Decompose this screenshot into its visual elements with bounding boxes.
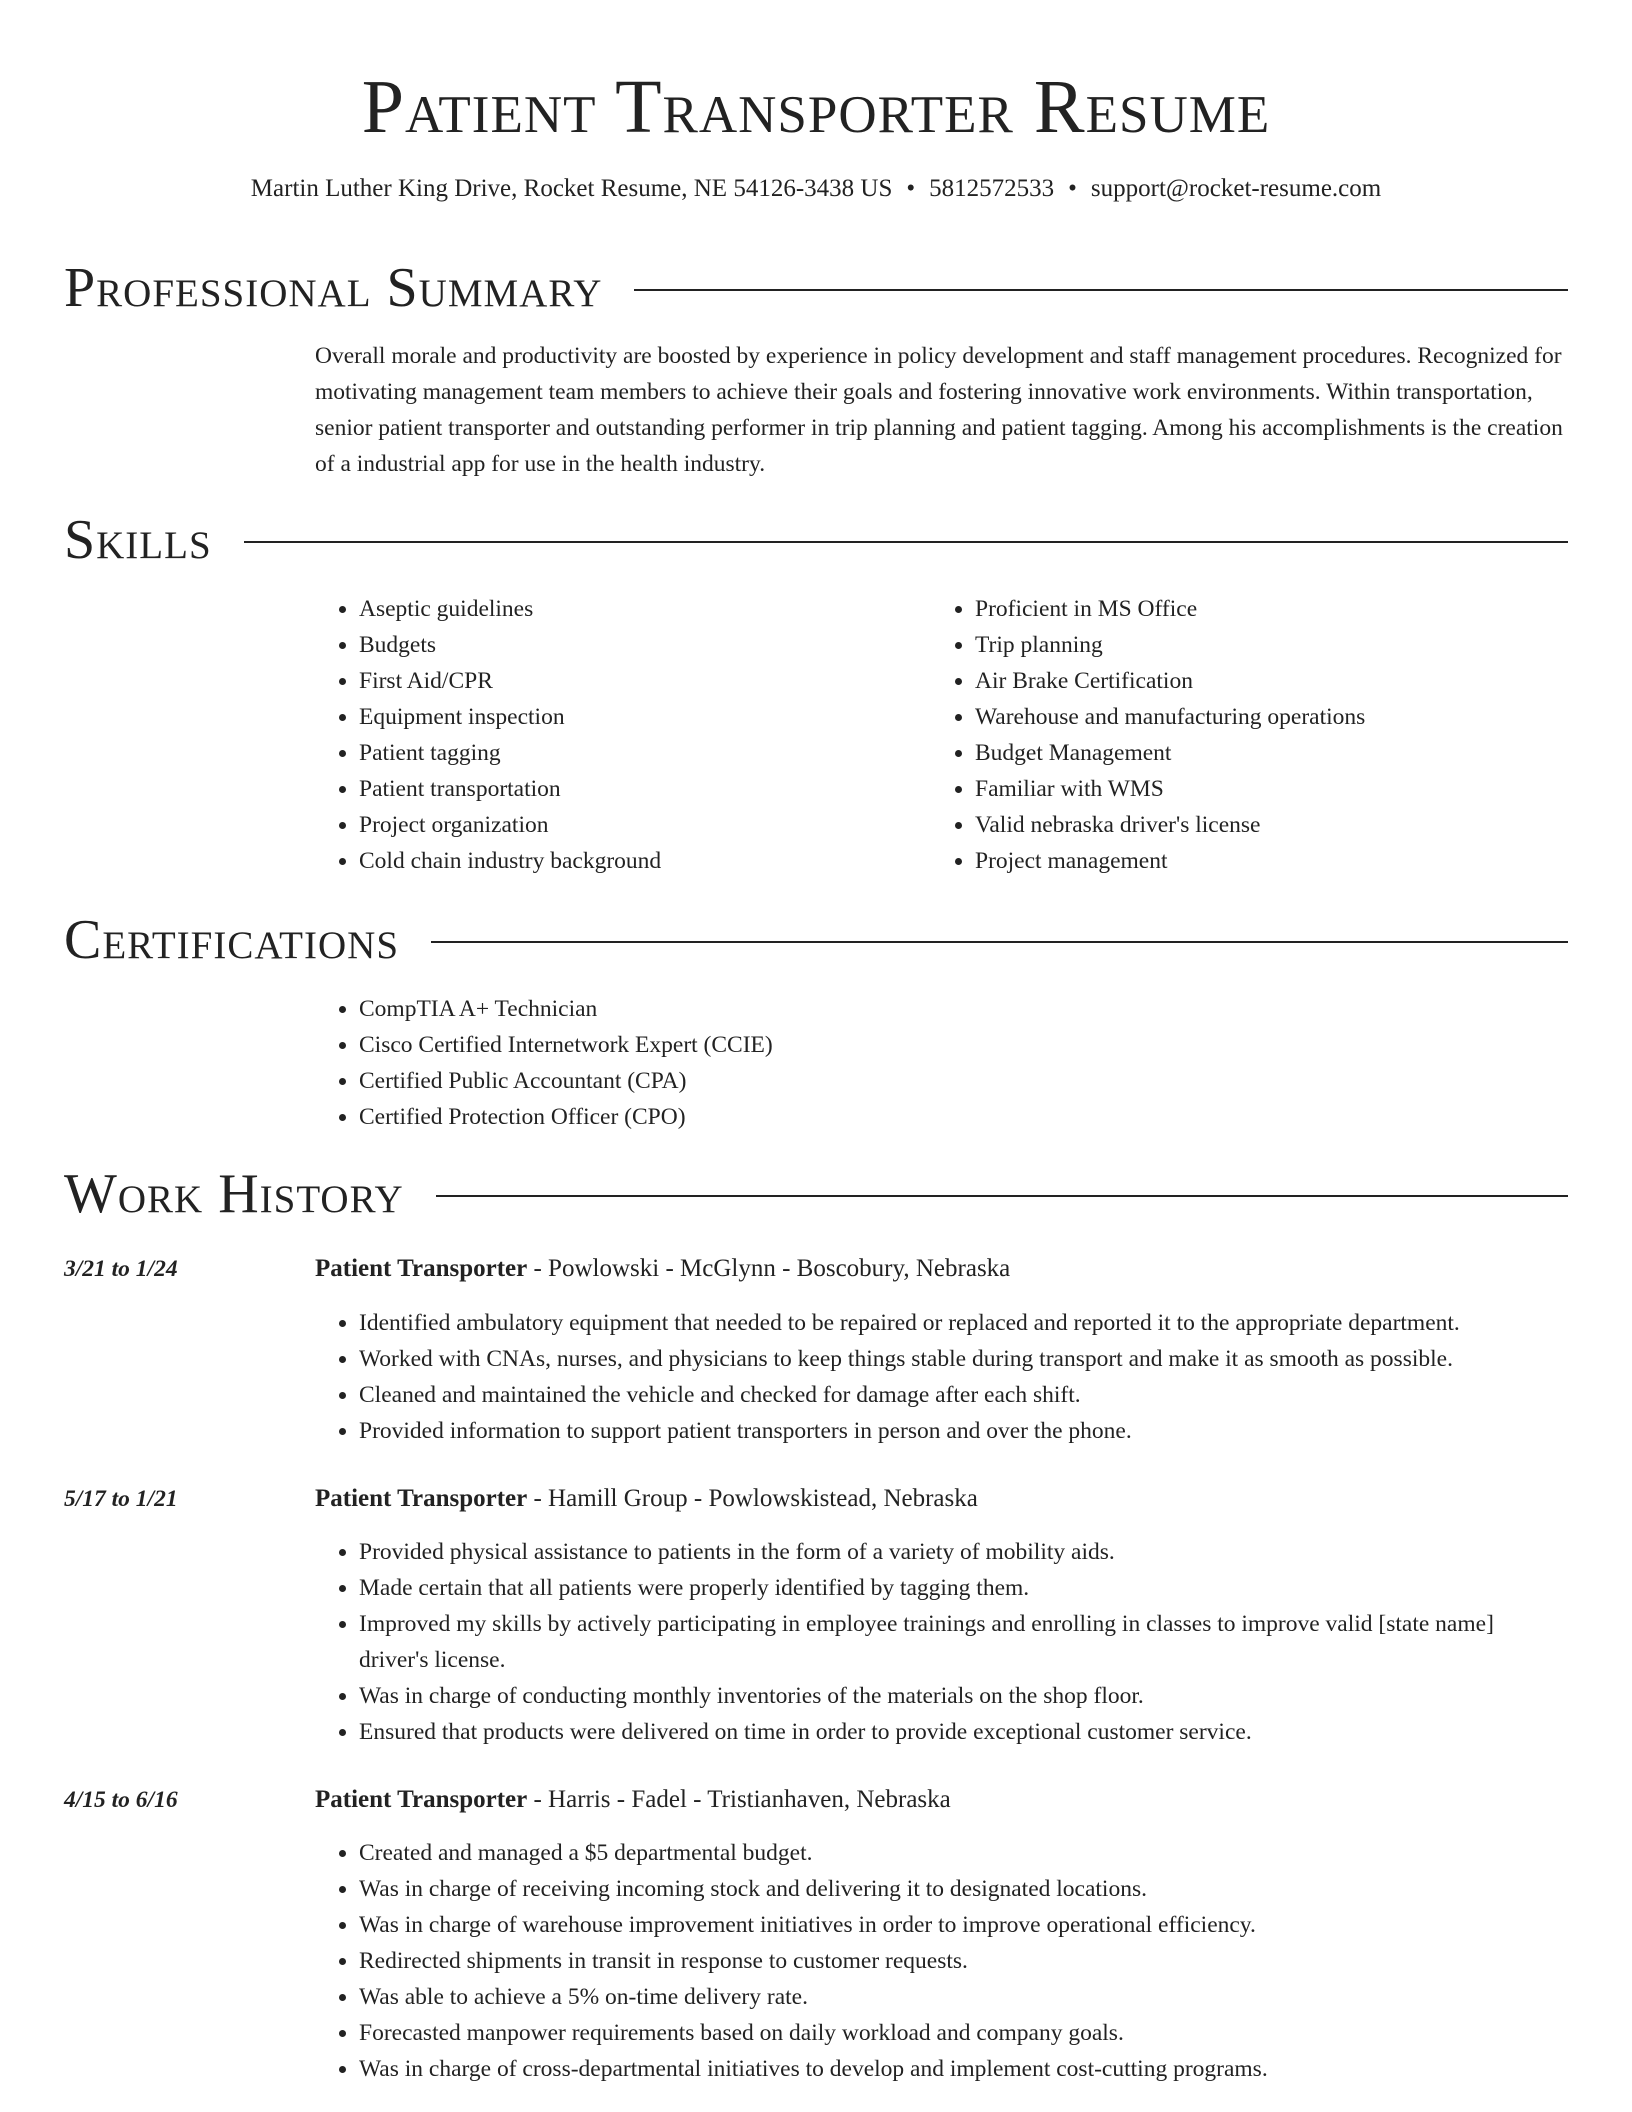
skill-item: • Warehouse and manufacturing operations <box>975 699 1551 735</box>
job-duty-item: • Was in charge of conducting monthly inventories of the materials on the shop floor. <box>359 1678 1567 1714</box>
contact-line <box>0 172 1632 206</box>
certification-item: • Certified Public Accountant (CPA) <box>359 1063 1315 1099</box>
job-duty-item: • Identified ambulatory equipment that needed to be repaired or replaced and reported it to the appropriate department. <box>359 1305 1567 1341</box>
certification-item: • CompTIA A+ Technician <box>359 991 1315 1027</box>
job-duty-item: • Was in charge of receiving incoming stock and delivering it to designated locations. <box>359 1871 1567 1907</box>
section-divider <box>436 1195 1568 1197</box>
job-duties <box>315 1534 1567 1750</box>
skills-heading: Skills <box>64 509 212 571</box>
contact-email: support@rocket-resume.com <box>1090 175 1382 202</box>
section-divider <box>634 289 1568 291</box>
skill-item: • First Aid/CPR <box>359 663 875 699</box>
summary-text: Overall morale and productivity are boosted by experience in policy development and staff management procedures. Recognized for motivating management team members to achieve their goals and fostering innovative work environments. Within transportation, senior patient transporter and outstanding performer in trip planning and patient tagging. Among his accomplishments is the creation of a industrial app for use in the health industry. <box>315 343 1563 477</box>
job-company: - Harris - Fadel - Tristianhaven, Nebraska <box>527 1786 951 1813</box>
skill-item: • Cold chain industry background <box>359 843 875 879</box>
job-duties <box>315 1835 1567 2087</box>
job-duty-item: • Redirected shipments in transit in response to customer requests. <box>359 1943 1567 1979</box>
work-history-section-header <box>64 1159 1568 1229</box>
job-duties <box>315 1305 1567 1449</box>
job-title: Patient Transporter <box>315 1485 528 1512</box>
skills-column-right <box>931 591 1551 879</box>
job-duty-item: • Improved my skills by actively participating in employee trainings and enrolling in classes to improve valid [state name] driver's license. <box>359 1606 1567 1678</box>
job-title: Patient Transporter <box>315 1255 528 1282</box>
section-divider <box>244 541 1568 543</box>
certifications-list <box>315 991 1315 1135</box>
summary-heading: Professional Summary <box>64 257 603 319</box>
certification-item: • Cisco Certified Internetwork Expert (CCIE) <box>359 1027 1315 1063</box>
skills-list-right <box>931 591 1551 879</box>
skill-item: • Project management <box>975 843 1551 879</box>
job-duty-item: • Ensured that products were delivered on time in order to provide exceptional customer service. <box>359 1714 1567 1750</box>
skill-item: • Equipment inspection <box>359 699 875 735</box>
skills-column-left <box>315 591 875 879</box>
certifications-heading: Certifications <box>64 909 400 971</box>
skill-item: • Familiar with WMS <box>975 771 1551 807</box>
job-duty-item: • Created and managed a $5 departmental budget. <box>359 1835 1567 1871</box>
job-duty-item: • Cleaned and maintained the vehicle and checked for damage after each shift. <box>359 1377 1567 1413</box>
job-duty-item: • Was able to achieve a 5% on-time delivery rate. <box>359 1979 1567 2015</box>
job-duty-item: • Provided physical assistance to patients in the form of a variety of mobility aids. <box>359 1534 1567 1570</box>
summary-section-header <box>64 253 1568 323</box>
contact-address: Martin Luther King Drive, Rocket Resume, NE 54126-3438 US <box>250 175 893 202</box>
skills-list-left <box>315 591 875 879</box>
resume-title: Patient Transporter Resume <box>361 65 1271 149</box>
job-dates: 4/15 to 6/16 <box>64 1787 178 1813</box>
job-duty-item: • Worked with CNAs, nurses, and physicians to keep things stable during transport and make it as smooth as possible. <box>359 1341 1567 1377</box>
job-dates: 3/21 to 1/24 <box>64 1256 178 1282</box>
job-duties-list <box>315 1305 1567 1449</box>
work-history-heading: Work History <box>64 1163 404 1225</box>
job-duty-item: • Was in charge of warehouse improvement initiatives in order to improve operational efficiency. <box>359 1907 1567 1943</box>
certifications-block <box>315 991 1315 1135</box>
skill-item: • Valid nebraska driver's license <box>975 807 1551 843</box>
job-duty-item: • Was in charge of cross-departmental initiatives to develop and implement cost-cutting programs. <box>359 2051 1567 2087</box>
certification-item: • Certified Protection Officer (CPO) <box>359 1099 1315 1135</box>
job-heading <box>315 1251 1565 1287</box>
job-duty-item: • Forecasted manpower requirements based on daily workload and company goals. <box>359 2015 1567 2051</box>
skills-section-header <box>64 505 1568 575</box>
skill-item: • Proficient in MS Office <box>975 591 1551 627</box>
job-company: - Powlowski - McGlynn - Boscobury, Nebraska <box>527 1255 1011 1282</box>
job-company: - Hamill Group - Powlowskistead, Nebraska <box>527 1485 978 1512</box>
job-title: Patient Transporter <box>315 1786 528 1813</box>
job-heading <box>315 1481 1565 1517</box>
job-heading <box>315 1782 1565 1818</box>
skill-item: • Patient tagging <box>359 735 875 771</box>
job-duties-list <box>315 1835 1567 2087</box>
skill-item: • Project organization <box>359 807 875 843</box>
job-duty-item: • Made certain that all patients were properly identified by tagging them. <box>359 1570 1567 1606</box>
job-duties-list <box>315 1534 1567 1750</box>
contact-separator: • <box>1068 175 1077 202</box>
skill-item: • Aseptic guidelines <box>359 591 875 627</box>
skill-item: • Budget Management <box>975 735 1551 771</box>
skill-item: • Budgets <box>359 627 875 663</box>
skill-item: • Trip planning <box>975 627 1551 663</box>
job-duty-item: • Provided information to support patient transporters in person and over the phone. <box>359 1413 1567 1449</box>
skill-item: • Patient transportation <box>359 771 875 807</box>
contact-phone: 5812572533 <box>929 175 1055 202</box>
skill-item: • Air Brake Certification <box>975 663 1551 699</box>
certifications-section-header <box>64 905 1568 975</box>
section-divider <box>431 941 1568 943</box>
contact-separator: • <box>906 175 916 202</box>
job-dates: 5/17 to 1/21 <box>64 1486 178 1512</box>
